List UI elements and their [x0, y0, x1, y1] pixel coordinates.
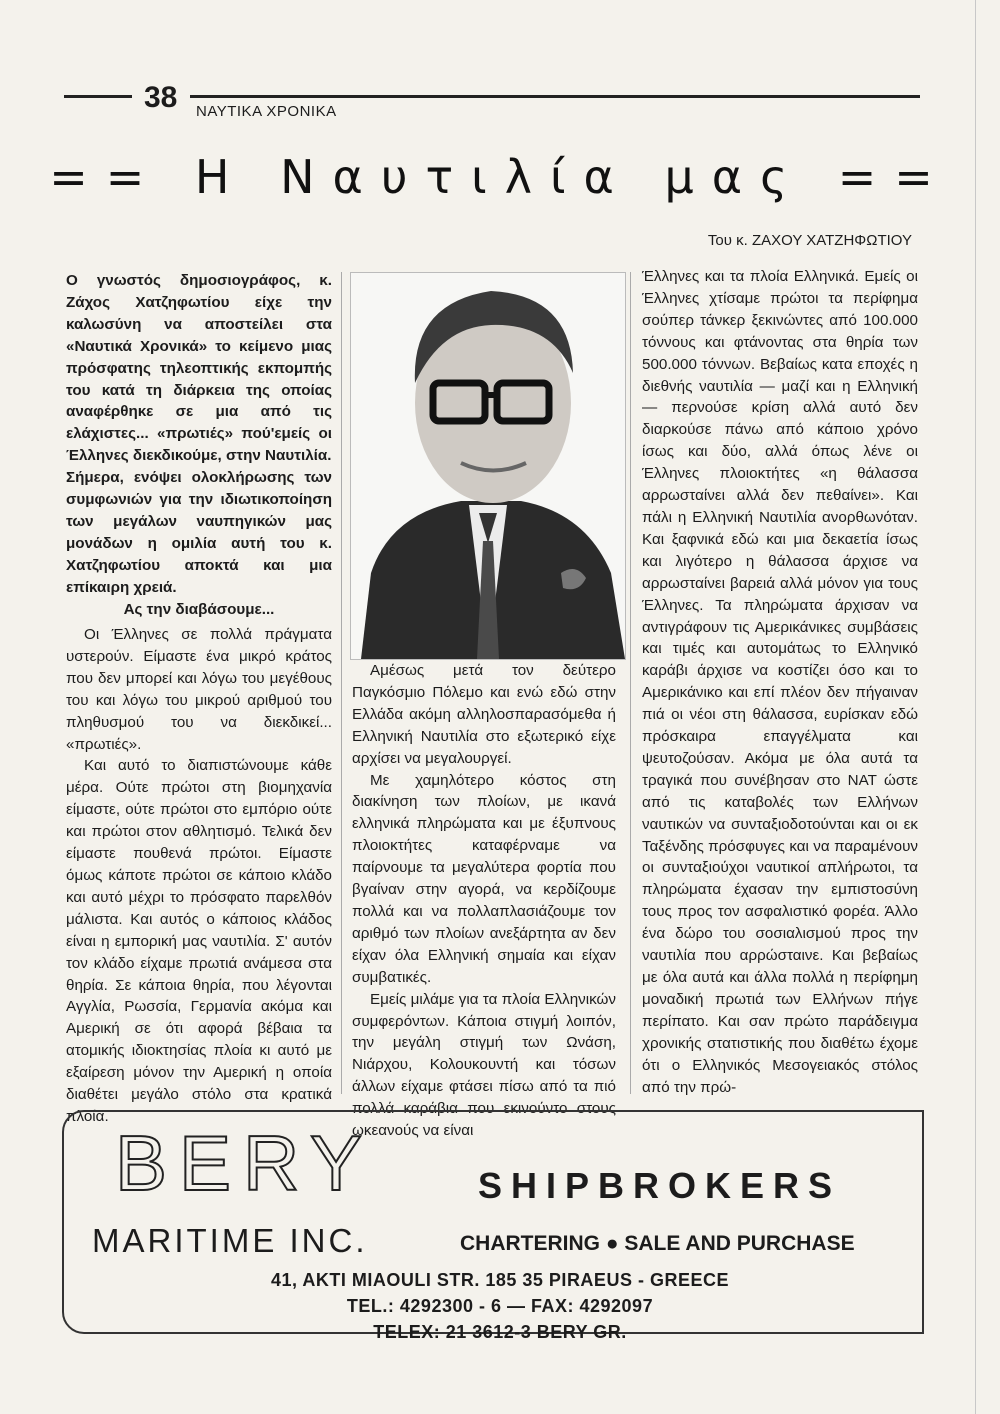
ad-telex: TELEX: 21 3612-3 BERY GR.	[373, 1322, 627, 1342]
header-rule-left	[64, 95, 132, 98]
paragraph: Με χαμηλότερο κόστος στη διακίνηση των πλοίων, με ικανά ελληνικά πληρώματα και με έξυπνους πλοιοκτήτες καταφέρναμε να παίρνουμε τα μεγαλύτερα φορτία που βγαίναν στην αγορά, να κερδίζουμε πολλά και να πολλαπλασιάζουμε τον αριθμό των πλοίων ανεξάρτητα αν δεν είχαν όλα Ελληνική σημαία και είχαν συμβατικές.	[352, 771, 616, 986]
column-2	[352, 660, 616, 1142]
page-edge	[975, 0, 976, 1414]
portrait-illustration	[351, 273, 625, 659]
magazine-name: ΝΑΥΤΙΚΑ ΧΡΟΝΙΚΑ	[196, 103, 337, 120]
intro-block	[66, 270, 332, 621]
column-1	[66, 624, 332, 1128]
page-number: 38	[144, 81, 178, 114]
ad-services: CHARTERING ● SALE AND PURCHASE	[460, 1232, 855, 1255]
intro-paragraph: Ας την διαβάσουμε...	[123, 600, 275, 618]
paragraph: Αμέσως μετά τον δεύτερο Παγκόσμιο Πόλεμο και ενώ εδώ στην Ελλάδα ακόμη αλληλοσπαρασόμεθα ή Ελληνική Ναυτιλία στο εξωτερικό είχε αρχίσει να μεγαλουργεί.	[352, 662, 616, 767]
paragraph: Οι Έλληνες σε πολλά πράγματα υστερούν. Είμαστε ένα μικρό κράτος που δεν μπορεί και λόγω του μεγέθους του και λόγω του μικρού αριθμού του πληθυσμού του να διεκδικεί... «πρωτιές».	[66, 626, 332, 753]
byline: Του κ. ΖΑΧΟΥ ΧΑΤΖΗΦΩΤΙΟΥ	[707, 232, 912, 249]
article-title: == Η Ναυτιλία μας ==	[49, 150, 951, 204]
column-divider	[630, 272, 631, 1094]
intro-paragraph: Ο γνωστός δημοσιογράφος, κ. Ζάχος Χατζηφωτίου είχε την καλωσύνη να αποστείλει στα «Ναυτικά Χρονικά» το κείμενο μιας πρόσφατης τηλεοπτικής εκπομπής του κατά τη διάρκεια της οποίας αναφέρθηκε σε μια από τις ελάχιστες... «πρωτιές» πού'εμείς οι Έλληνες διεκδικούμε, στην Ναυτιλία.	[66, 272, 332, 465]
paragraph: Και αυτό το διαπιστώνουμε κάθε μέρα. Ούτε πρώτοι στη βιομηχανία είμαστε, ούτε πρώτοι στο εμπόριο ούτε και πρώτοι στον αθλητισμό. Τελικά δεν είμαστε πουθενά πρώτοι. Είμαστε όμως κάποτε πρώτοι σε κάποιο κλάδο και αυτό μέχρι το πρόσφατο παρελθόν μάλιστα. Και αυτός ο κάποιος κλάδος είναι η εμπορική μας ναυτιλία. Σ' αυτόν τον κλάδο είχαμε πρωτιά ανάμεσα στα θηρία. Σε κάποια θηρία, που λέγονται Αγγλία, Ρωσσία, Γερμανία ακόμα και Αμερική σε ότι αφορά βέβαια τα ατομικής ιδιοκτησίας πλοία κι αυτό με εξαίρεση μόνον την Αμερική η οποία διαθέτει μεγάλο στόλο στα κρατικά πλοία.	[66, 757, 332, 1125]
bery-logo: BERY	[115, 1119, 374, 1207]
intro-paragraph: Σήμερα, ενόψει ολοκλήρωσης των συμφωνιών για την ιδιωτικοποίηση των μεγάλων ναυπηγικών μας μονάδων η ομιλία αυτή του κ. Χατζηφωτίου αποκτά και μια επίκαιρη χρειά.	[66, 469, 332, 596]
ad-tagline: SHIPBROKERS	[478, 1165, 842, 1206]
paragraph: Εμείς μιλάμε για τα πλοία Ελληνικών συμφερόντων. Κάποια στιγμή λοιπόν, την μεγάλη στιγμή των Ωνάση, Νιάρχου, Κολουκουντή και τόσων άλλων είχαμε φτάσει πίσω από τα πιό πολλά καράβια που εκινούντο στους ωκεανούς να είναι	[352, 990, 616, 1140]
author-photo	[350, 272, 626, 660]
ad-company: MARITIME INC.	[92, 1222, 368, 1259]
column-divider	[341, 272, 342, 1094]
paragraph: Έλληνες και τα πλοία Ελληνικά. Εμείς οι Έλληνες χτίσαμε πρώτοι τα περίφημα σούπερ τάνκερ ξεκινώντες από 100.000 τόννους και φτάνοντας στα θηρία των 500.000 τόννων. Βεβαίως κατα εποχές η διεθνής ναυτιλία — μαζί και η Ελληνική — περνούσε κρίση αλλά αυτό δεν διαρκούσε πάνω από κάποιο χρόνο ίσως και δύο, αλλά όπως λένε οι Έλληνες πλοιοκτήτες «η θάλασσα αρρωσταίνει αλλά δεν πεθαίνει». Και πάλι η Ελληνική Ναυτιλία ανορθωνόταν. Και ξαφνικά εδώ και μια δεκαετία ίσως και λιγότερο η θάλασσα άρχισε να αρρωσταίνει βαρειά αλλά μόνον για τους Έλληνες. Τα πληρώματα άρχισαν να αντιγράφουν τις Αμερικάνικες συμβάσεις και τιμές και αυτομάτως το Ελληνικό καράβι άρχισε να κοστίζει όσο και το Αμερικάνικο και επί πλέον δεν πήγαιναν πιά οι νέοι στη θάλασσα, ευρίσκαν εδώ πρόσκαιρα επαγγέλματα και ψευτοζούσαν. Ακόμα με όλα αυτά τα τραγικά που συνέβησαν στο ΝΑΤ ώστε από τις καταβολές των Ελλήνων ναυτικών να συνταξιοδοτούνται και οι εκ Ταξένδης πρόσφυγες και να παραμένουν οι συνταξιούχοι ναυτικοί απλήρωτοι, τα πληρώματα έχασαν την εμπιστοσύνη τους προς τον ασφαλιστικό φορέα. Άλλο ένα δώρο του σοσιαλισμού προς την ναυτιλία που αρρώσταινε. Και βεβαίως με όλα αυτά και άλλα πολλά η περίφημη μοναδική πρωτιά των Ελλήνων πήγε περίπατο. Και σαν πρώτο παράδειγμα χρονικής στατιστικής που διαθέτω έχομε ότι ο Ελληνικός Μεσογειακός στόλος από την πρώ-	[642, 268, 918, 1096]
ad-phone: TEL.: 4292300 - 6 — FAX: 4292097	[346, 1296, 654, 1316]
column-3	[642, 266, 918, 1098]
ad-address: 41, AKTI MIAOULI STR. 185 35 PIRAEUS - GREECE	[271, 1270, 729, 1290]
header-rule-right	[190, 95, 920, 98]
